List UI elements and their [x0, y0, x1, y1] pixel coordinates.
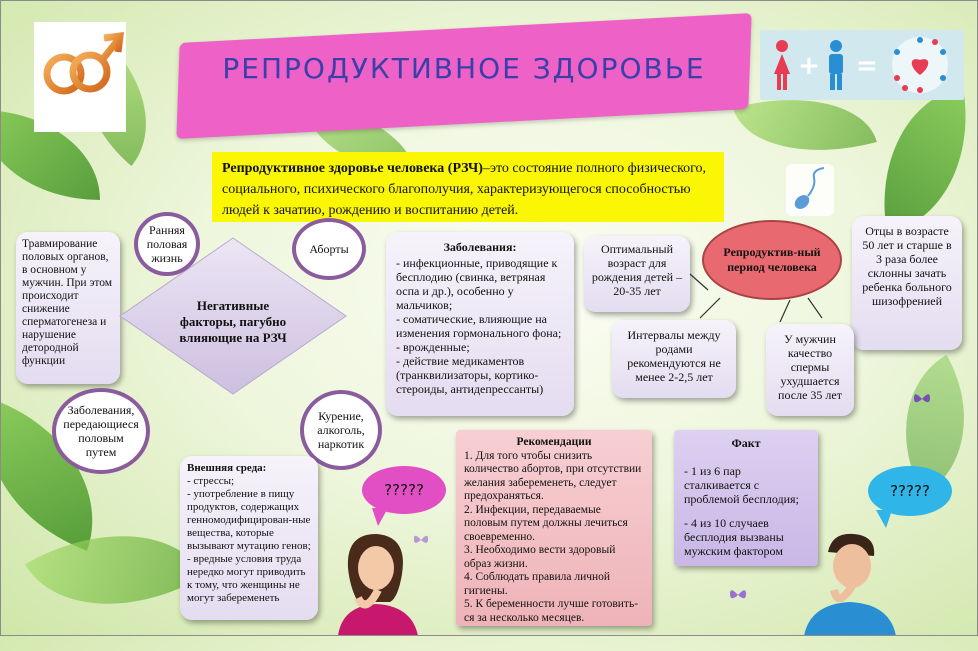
environment-item: - употребление в пищу продуктов, содержащих генномодифицирован-ные вещества, которые вызывают мутацию генов; [187, 488, 311, 552]
definition-box [212, 152, 724, 222]
abortions-text: Аборты [309, 242, 349, 256]
page-title: РЕПРОДУКТИВНОЕ ЗДОРОВЬЕ [222, 52, 706, 85]
sperm-quality-card [766, 324, 854, 416]
equation-graphic [760, 30, 964, 100]
reproductive-period-text: Репродуктив-ный период человека [723, 245, 821, 274]
optimal-age-text: Оптимальный возраст для рождения детей – 20-35 лет [591, 242, 683, 298]
recommendation-item: 2. Инфекции, передаваемые половым путем должны лечиться своевременно. [464, 503, 628, 543]
diseases-title: Заболевания: [443, 240, 517, 254]
recommendation-item: 3. Необходимо вести здоровый образ жизни. [464, 544, 616, 570]
stds-text: Заболевания, передающиеся половым путем [63, 403, 139, 459]
recommendations-title: Рекомендации [516, 436, 592, 448]
gender-symbols-icon [34, 22, 126, 132]
diseases-item: - инфекционные, приводящие к бесплодию (свинка, ветряная оспа и др.), особенно у мальчиков; [396, 256, 558, 312]
thinking-man-illustration [798, 528, 902, 636]
speech-bubble-right [868, 466, 952, 516]
environment-card [180, 456, 318, 620]
injury-text: Травмирование половых органов, в основном у мужчин. При этом происходит снижение сперматогенеза и нарушение детородной функции [22, 238, 113, 367]
recommendation-item: 5. К беременности лучше готовить-ся за несколько месяцев. [464, 598, 639, 624]
fact-title: Факт [731, 436, 761, 450]
speech-tail [372, 508, 388, 526]
environment-title: Внешняя среда: [187, 462, 267, 474]
sperm-icon [780, 160, 840, 220]
speech-right-text: ????? [890, 482, 930, 500]
recommendations-card [456, 430, 652, 626]
intervals-text: Интервалы между родами рекомендуются не менее 2-2,5 лет [627, 328, 721, 384]
smoking-text: Курение, алкоголь, наркотик [317, 409, 365, 451]
early-sex-bubble [134, 212, 200, 276]
butterfly-icon [412, 532, 430, 548]
man-icon [829, 40, 843, 90]
speech-left-text: ????? [384, 481, 424, 499]
recommendation-item: 4. Соблюдать правила личной гигиены. [464, 571, 611, 597]
diseases-item: - соматические, влияющие на изменения гормонального фона; [396, 312, 562, 340]
early-sex-text: Ранняя половая жизнь [146, 223, 188, 265]
svg-text:=: = [856, 51, 878, 81]
optimal-age-card [584, 236, 690, 312]
definition-term: Репродуктивное здоровье человека (РЗЧ) [222, 161, 483, 176]
connector-arrows [680, 270, 830, 330]
fathers-card [852, 216, 962, 350]
fact-item: - 1 из 6 пар сталкивается с проблемой бесплодия; [684, 464, 799, 506]
fact-card [674, 430, 818, 566]
speech-bubble-left [362, 466, 446, 514]
diseases-item: - врожденные; [396, 340, 470, 354]
sperm-quality-text: У мужчин качество спермы ухудшается после 35 лет [778, 332, 842, 402]
fact-item: - 4 из 10 случаев бесплодия вызваны мужским фактором [684, 516, 784, 558]
recommendation-item: 1. Для того чтобы снизить количество абортов, при отсутствии желания забеременеть, следует предохраняться. [464, 449, 642, 502]
intervals-card [612, 320, 736, 398]
butterfly-icon [728, 586, 748, 604]
leaf-decoration [864, 87, 978, 232]
negative-factors-center: Негативные факторы, пагубно влияющие на РЗЧ [179, 298, 287, 345]
environment-item: - стрессы; [187, 475, 235, 487]
woman-icon [774, 40, 790, 90]
speech-tail [876, 510, 892, 528]
family-circle-icon [892, 37, 948, 93]
diseases-item: - действие медикаментов (транквилизаторы, кортико-стероиды, антидепрессанты) [396, 354, 544, 396]
abortions-bubble [292, 218, 366, 280]
gender-symbols-logo [34, 22, 126, 132]
environment-item: - вредные условия труда нередко могут приводить к тому, что женщины не могут забеременеть [187, 553, 306, 604]
fathers-text: Отцы в возрасте 50 лет и старше в 3 раза более склонны зачать ребенка больного шизофренией [862, 224, 952, 308]
definition-text: –это состояние полного физического, социального, психического благополучия, характеризующегося способностью людей к зачатию, рождению и воспитанию детей. [222, 161, 707, 218]
butterfly-icon [912, 390, 932, 408]
diseases-card [386, 232, 574, 416]
svg-text:+: + [798, 51, 820, 81]
injury-card [16, 232, 120, 384]
stds-bubble [52, 388, 150, 474]
